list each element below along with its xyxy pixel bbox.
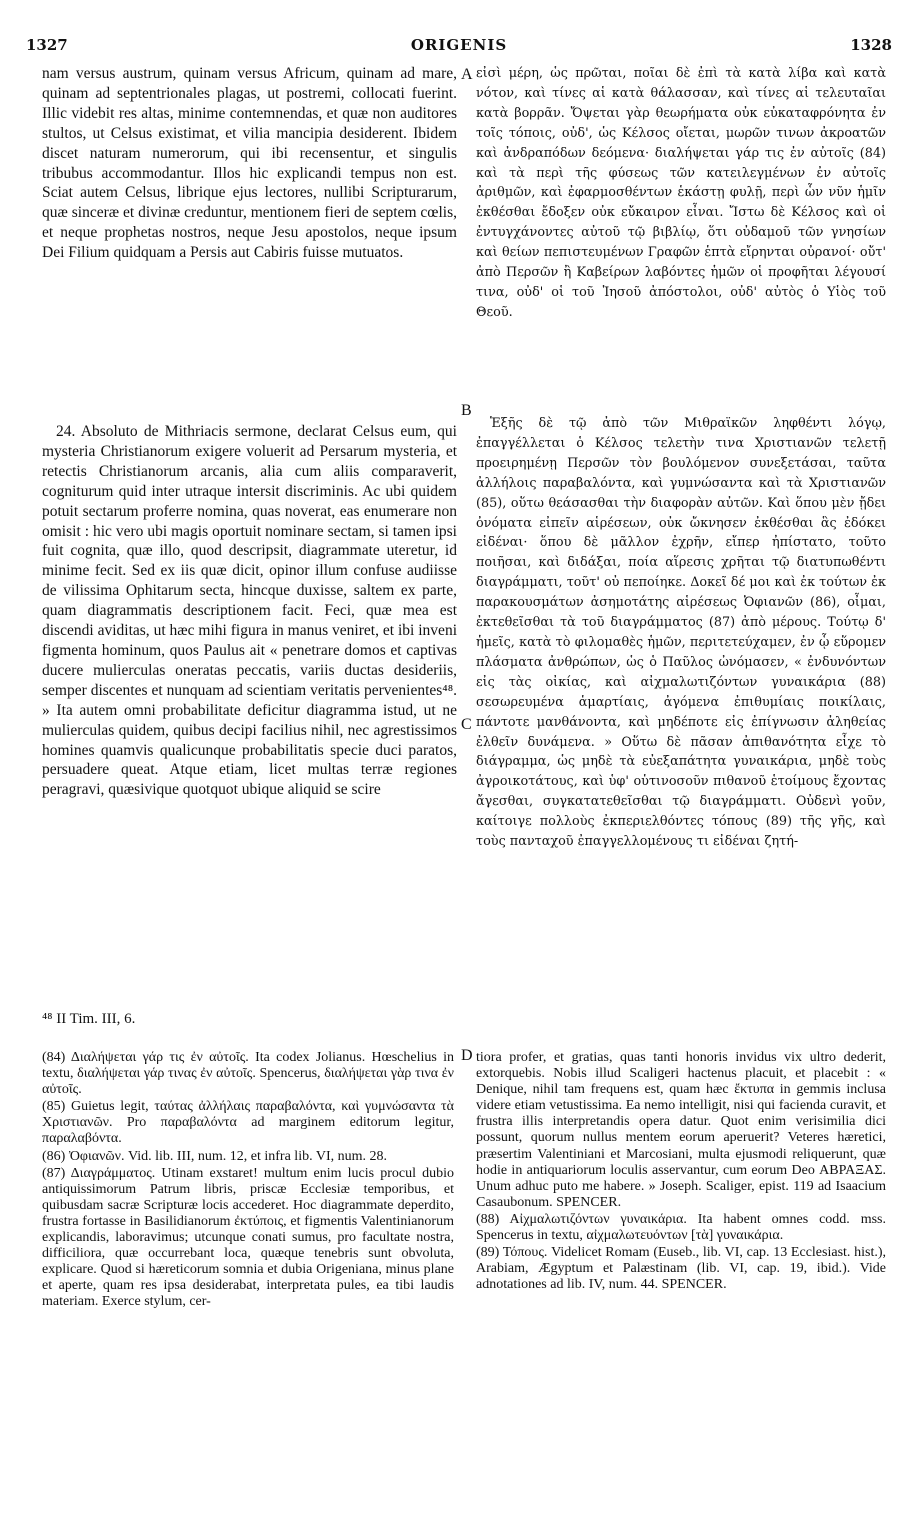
column-number-right: 1328 (850, 36, 892, 54)
running-title: ORIGENIS (410, 36, 508, 54)
margin-marker-d: D (461, 1047, 473, 1064)
margin-marker-b: B (461, 402, 472, 419)
greek-text-section-2 (476, 414, 886, 852)
editorial-notes-left (42, 1050, 454, 1312)
margin-marker-c: C (461, 716, 472, 733)
margin-marker-a: A (461, 66, 473, 83)
latin-paragraph-24: 24. Absoluto de Mithriacis sermone, declarat Celsus eum, qui mysteria Christianorum exigere voluerit ad Persarum mysteria, et retectis Christianorum arcanis, alia cum aliis comparaverit, cogniturum quid inter utraque intersit discriminis. Ac ubi quidem potuit sectarum proferre nomina, quas noverat, eas enumerare non omisit : hic vero ubi magis oportuit nominare sectam, si tamen ipsi fuit cognita, quæ illo, quod descripsit, diagrammate uteretur, id minime fecit. Sed ex iis quæ dicit, opinor illum confuse audiisse de vilissima Ophitarum secta, hincque duxisse, saltem ex parte, quam diagrammatis descriptionem facit. Feci, quæ mea est discendi aviditas, ut hæc mihi figura in manus veniret, et ibi inveni figmenta hominum, quos Paulus ait « penetrare domos et captivas ducere mulierculas oneratas peccatis, variis ductas desideriis, semper discentes et nunquam ad scientiam veritatis pervenientes⁴⁸. » Ita autem omni probabilitate deficitur diagramma istud, ut ne mulierculas quidem, quibus decipi facilius nihil, nec agrestissimos homines quamvis qualicunque probabilitatis specie duci paratos, persuadere queat. Atque etiam, licet multas terræ regiones peragravi, quæsivique quotquot ubique aliquid se scire (42, 423, 457, 799)
latin-text-section-1 (42, 64, 457, 263)
scripture-footnote: ⁴⁸ II Tim. III, 6. (42, 1011, 136, 1027)
column-number-left: 1327 (26, 36, 68, 54)
note-87-continued: tiora profer, et gratias, quas tanti honoris invidus vix ultro dederit, extorquebis. Nobis illud Scaligeri hactenus placuit, et placebit : « Denique, nihil tam frequens est, quam hæc ἔκτυπα in gemmis inclusa videre etiam vetustissima. Ea nemo intelligit, nisi qui facienda curavit, et frustra illis interpretandis opera datur. Quot enim verisimilia dici possunt, quorum nullus mentem eorum aperuerit? Veteres hæretici, præsertim Valentiniani et Marcosiani, multa ejusmodi reliquerunt, quæ hodie in antiquariorum loculis asservantur, cum eorum Deo ΑΒΡΑΞΑΣ. Unum adhuc puto me habere. » Joseph. Scaliger, epist. 119 ad Isaacium Casaubonum. SPENCER. (476, 1050, 886, 1210)
greek-text-section-1 (476, 64, 886, 323)
note-89: (89) Τόπους. Videlicet Romam (Euseb., lib. VI, cap. 13 Ecclesiast. hist.), Arabiam, Ægyptum et Palæstinam (lib. VI, cap. 19, ibid.). Vide adnotationes ad lib. IV, num. 44. SPENCER. (476, 1245, 886, 1293)
greek-paragraph-24: Ἑξῆς δὲ τῷ ἀπὸ τῶν Μιθραϊκῶν ληφθέντι λόγῳ, ἐπαγγέλλεται ὁ Κέλσος τελετὴν τινα Χριστιανῶν τελετῇ προειρημένῃ Περσῶν τὸν βουλόμενον συνεξετάσαι, ταῦτα ἀλλήλοις παραβαλόντα, καὶ γυμνώσαντα καὶ τὰ Χριστιανῶν (85), οὕτω θεάσασθαι τὴν διαφορὰν αὐτῶν. Καὶ ὅπου μὲν ᾔδει ὀνόματα εἰπεῖν αἱρέσεων, οὐκ ὤκνησεν ἐκθέσθαι ἃς ἐδόκει εἰδέναι· ὅπου δὲ μᾶλλον ἐχρῆν, εἴπερ ἠπίστατο, τοῦτο ποιῆσαι, καὶ διδάξαι, ποία αἵρεσις χρῆται τῷ διατυπωθέντι διαγράμματι, τοῦτ' οὐ πεποίηκε. Δοκεῖ δέ μοι καὶ ἐκ τούτων ἐκ παρακουσμάτων ἀσημοτάτης αἱρέσεως Ὀφιανῶν (86), οἶμαι, ἐκτεθεῖσθαι τὰ τοῦ διαγράμματος (87) ἀπὸ μέρους. Τούτῳ δ' ἡμεῖς, κατὰ τὸ φιλομαθὲς ἡμῶν, περιτετεύχαμεν, ἐν ᾧ εὕρομεν πλάσματα ἀνθρώπων, ὡς ὁ Παῦλος ὠνόμασεν, « ἐνδυνόντων εἰς τὰς οἰκίας, καὶ αἰχμαλωτιζόντων γυναικάρια (88) σεσωρευμένα ἁμαρτίαις, ἀγόμενα ἐπιθυμίαις ποικίλαις, πάντοτε μανθάνοντα, καὶ μηδέποτε εἰς ἐπίγνωσιν ἀληθείας ἐλθεῖν δυνάμενα. » Οὕτω δὲ πᾶσαν ἀπιθανότητα εἶχε τὸ διάγραμμα, ὡς μηδὲ τὰ εὐεξαπάτητα γυναικάρια, μηδὲ τοὺς ἀγροικοτάτους, καὶ ὑφ' οὑτινοσοῦν πιθανοῦ ἑτοίμους ἔχοντας ἄγεσθαι, συγκατατεθεῖσθαι τῷ διαγράμματι. Οὐδενὶ γοῦν, καίτοιγε πολλοὺς ἐκπεριελθόντες τόπους (89) τῆς γῆς, καὶ τοὺς πανταχοῦ ἐπαγγελλομένους τι εἰδέναι ζητή- (476, 416, 886, 850)
latin-text-section-2 (42, 422, 457, 800)
editorial-notes-right (476, 1050, 886, 1294)
note-84: (84) Διαλήψεται γάρ τις ἐν αὐτοῖς. Ita codex Jolianus. Hœschelius in textu, διαλήψεται γάρ τινας ἐν αὐτοῖς. Spencerus, διαλήψεται γὰρ τινα ἐν αὐτοῖς. (42, 1050, 454, 1098)
greek-paragraph: εἰσὶ μέρη, ὡς πρῶται, ποῖαι δὲ ἐπὶ τὰ κατὰ λίβα καὶ κατὰ νότον, καὶ τίνες αἱ κατὰ θάλασσαν, καὶ τίνες αἱ τελευταῖαι κατὰ βορρᾶν. Ὄψεται γὰρ θεωρήματα οὐκ εὐκαταφρόνητα ἐν τοῖς τόποις, οὐδ', ὡς Κέλσος οἴεται, μωρῶν τινων ἀκροατῶν καὶ ἀνδραπόδων δεόμενα· διαλήψεται γάρ τις ἐν αὐτοῖς (84) καὶ τὰ περὶ τῆς φύσεως τῶν κατειλεγμένων ἐν αὐτοῖς ἀριθμῶν, καὶ ἐφαρμοσθέντων ἑκάστῃ φυλῇ, περὶ ὧν νῦν ἡμῖν ἐκθέσθαι ἔδοξεν οὐκ εὔκαιρον εἶναι. Ἴστω δὲ Κέλσος καὶ οἱ ἐντυγχάνοντες αὐτοῦ τῷ βιβλίῳ, ὅτι οὐδαμοῦ τῶν γνησίων καὶ θείων πεπιστευμένων Γραφῶν ἑπτὰ εἴρηνται οὐρανοί· οὔτ' ἀπὸ Περσῶν ἢ Καβείρων λαβόντες ἡμῶν οἱ προφῆται λέγουσί τινα, οὐδ' οἱ τοῦ Ἰησοῦ ἀπόστολοι, οὐδ' αὐτὸς ὁ Υἱὸς τοῦ Θεοῦ. (476, 66, 886, 320)
note-87: (87) Διαγράμματος. Utinam exstaret! multum enim lucis procul dubio antiquissimorum Patrum libris, priscæ Ecclesiæ temporibus, et quibusdam sacræ Scripturæ locis accederet. Hoc diagrammate deperdito, frustra fortasse in Basilidianorum ἐκτύποις, et figmentis Valentinianorum explicandis, laboravimus; utcunque conati sumus, pro facultate nostra, difficiliora, quæ occurrebant loca, quæque tenebris sunt obvoluta, explicare. Quod si hæreticorum somnia et dubia Origeniana, minus plane et aperte, quam res ipsa desiderabat, interpretata pules, ea tibi laudis materiam. Exerce stylum, cer- (42, 1165, 454, 1310)
note-85: (85) Guietus legit, ταύτας ἀλλήλαις παραβαλόντα, καὶ γυμνώσαντα τὰ Χριστιανῶν. Pro παραβαλόντα ad marginem editorum legitur, παραλαβόντα. (42, 1099, 454, 1147)
latin-paragraph: nam versus austrum, quinam versus Africum, quinam ad mare, quinam ad septentrionales plagas, ut postremi, collocati fuerint. Illic videbit res altas, minime contemnendas, et quæ non auditores stultos, ut Celsus existimat, et vilia mancipia desiderent. Ibidem discet naturam numerorum, qui ibi recensentur, et singulis tribubus accommodantur. Illos hic explicandi tempus non est. Sciat autem Celsus, librique ejus lectores, nullibi Scripturarum, quæ sinceræ et divinæ creduntur, mentionem fieri de septem cœlis, et neque prophetas nostros, neque Jesu apostolos, neque ipsum Dei Filium quidquam a Persis aut Cabiris fuisse mutuatos. (42, 65, 457, 262)
note-88: (88) Αἰχμαλωτιζόντων γυναικάρια. Ita habent omnes codd. mss. Spencerus in textu, αἰχμαλωτευόντων [τὰ] γυναικάρια. (476, 1211, 886, 1244)
note-86: (86) Ὀφιανῶν. Vid. lib. III, num. 12, et infra lib. VI, num. 28. (42, 1148, 387, 1164)
page-header (26, 36, 892, 58)
